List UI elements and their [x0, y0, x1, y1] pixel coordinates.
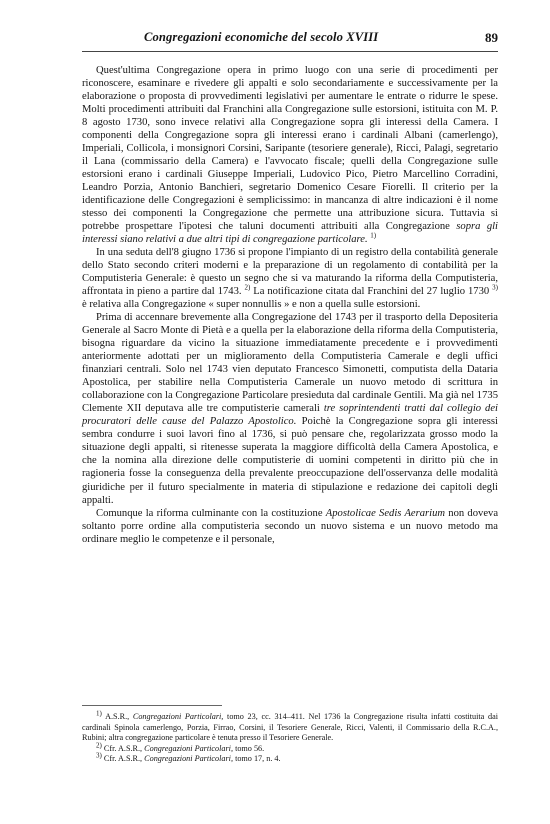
footnote-3: $^{3)}$ Cfr. A.S.R., Congregazioni Particolari, tomo 17, n. 4.	[96, 751, 281, 764]
page-number: 89	[485, 30, 498, 45]
footnote-ref-3[interactable]: 3)	[492, 283, 498, 292]
paragraph-4: Comunque la riforma culminante con la costituzione Apostolicae Sedis Aerarium non doveva soltanto porre ordine alla computisteria secondo un nuovo sistema e un nuovo metodo ma ordinare meglio le competenze e il personale,	[82, 507, 499, 545]
footnote-ref-2[interactable]: 2)	[244, 283, 251, 292]
footnotes	[82, 709, 498, 765]
footnote-ref-1[interactable]: 1)	[370, 231, 377, 240]
page-header	[82, 30, 498, 50]
paragraph-3: Prima di accennare brevemente alla Congregazione del 1743 per il trasporto della Depositeria Generale al Sacro Monte di Pietà e a quella per la elaborazione della riforma della Computisteria, bisogna riguardare da vicino la situazione immediatamente precedente e i provvedimenti anteriormente adottati per un miglioramento della Computisteria Camerale e degli uffici finanziari centrali. Solo nel 1743 vien deputato Francesco Simonetti, computista della Dataria Apostolica, per stabilire nella Computisteria Camerale un nuovo metodo di scrittura in collaborazione con la Congregazione Particolare presieduta dal cardinale Gentili. Ma già nel 1735 Clemente XII deputava alle tre computisterie camerali tre soprintendenti tratti dal collegio dei procuratori delle cause del Palazzo Apostolico. Poichè la Congregazione sopra gli interessi sembra condurre i suoi lavori fino al 1736, si può pensare che, regolarizzata grosso modo la situazione degli appalti, si ritenesse superata la maggiore difficoltà della Camera Apostolica, e che la nomina alla direzione delle computisterie di uomini competenti in diritto più che in ragioneria fosse la conseguenza della prevalente preoccupazione dell'osservanza delle modalità giuridiche per il futuro specialmente in materia di stipulazione e redazione dei capitoli degli appalti.	[82, 312, 498, 506]
footnote-separator	[82, 705, 222, 706]
footnote-2: $^{2)}$ Cfr. A.S.R., Congregazioni Particolari, tomo 56.	[96, 741, 265, 753]
header-rule	[82, 51, 498, 52]
running-title: Congregazioni economiche del secolo XVIII	[144, 30, 379, 44]
paragraph-1: Quest'ultima Congregazione opera in primo luogo con una serie di procedimenti per riconoscere, esaminare e rivedere gli appalti e solo secondariamente e successivamente per la elaborazione o proposta di provvedimenti legislativi per aumentare le entrate o ridurre le spese. Molti procedimenti attribuiti dal Franchini alla Congregazione sulle estorsioni, istituita con M. P. 8 agosto 1730, sono invece relativi alla Congregazione sopra gli interessi della Camera. I componenti della Congregazione sopra gli interessi erano i cardinali Albani (camerlengo), Imperiali, Collicola, i monsignori Corsini, Saripante (tesoriere generale), Ricci, Palagi, segretario il Lana (commissario della Camera) e l'avvocato fiscale; quelli della Congregazione sulle estorsioni erano i cardinali Giuseppe Imperiali, Ludovico Pico, Pietro Marcellino Corradini, Leandro Porzia, Antonio Banchieri, segretario Domenico Cesare Fiorelli. Il criterio per la identificazione delle Congregazioni è semplicissimo: in mancanza di altre indicazioni è il nome stesso dei componenti la Congregazione che permette una attribuzione sicura. Tuttavia si potrebbe prospettare l'ipotesi che taluni documenti attribuiti alla Congregazione sopra gli interessi siano relativi a due altri tipi di congregazione particolare. $^{1)}$	[82, 65, 499, 246]
main-text	[82, 64, 498, 546]
paragraph-2: In una seduta dell'8 giugno 1736 si propone l'impianto di un registro della contabilità generale dello Stato secondo criteri moderni e la preparazione di un regolamento di contabilità per la Computisteria Generale: è questo un segno che si va maturando la riforma della Computisteria, affrontata in pieno a partire dal 1743. $^{2)}$ La notificazione citata dal Franchini del 27 luglio 1730 $^{3)}$ è relativa alla Congregazione « super nonnullis » e non a quella sulle estorsioni.	[82, 247, 498, 311]
footnote-1: $^{1)}$ A.S.R., Congregazioni Particolari, tomo 23, cc. 314–411. Nel 1736 la Congregazione risulta infatti costituita dai cardinali Spinola camerlengo, Porzia, Firrao, Corsini, il Tesoriere Generale, Ricci, Valenti, il Commissario della R.C.A., Rubini; altra congregazione particolare è tenuta presso il Tesoriere Generale.	[82, 709, 498, 743]
